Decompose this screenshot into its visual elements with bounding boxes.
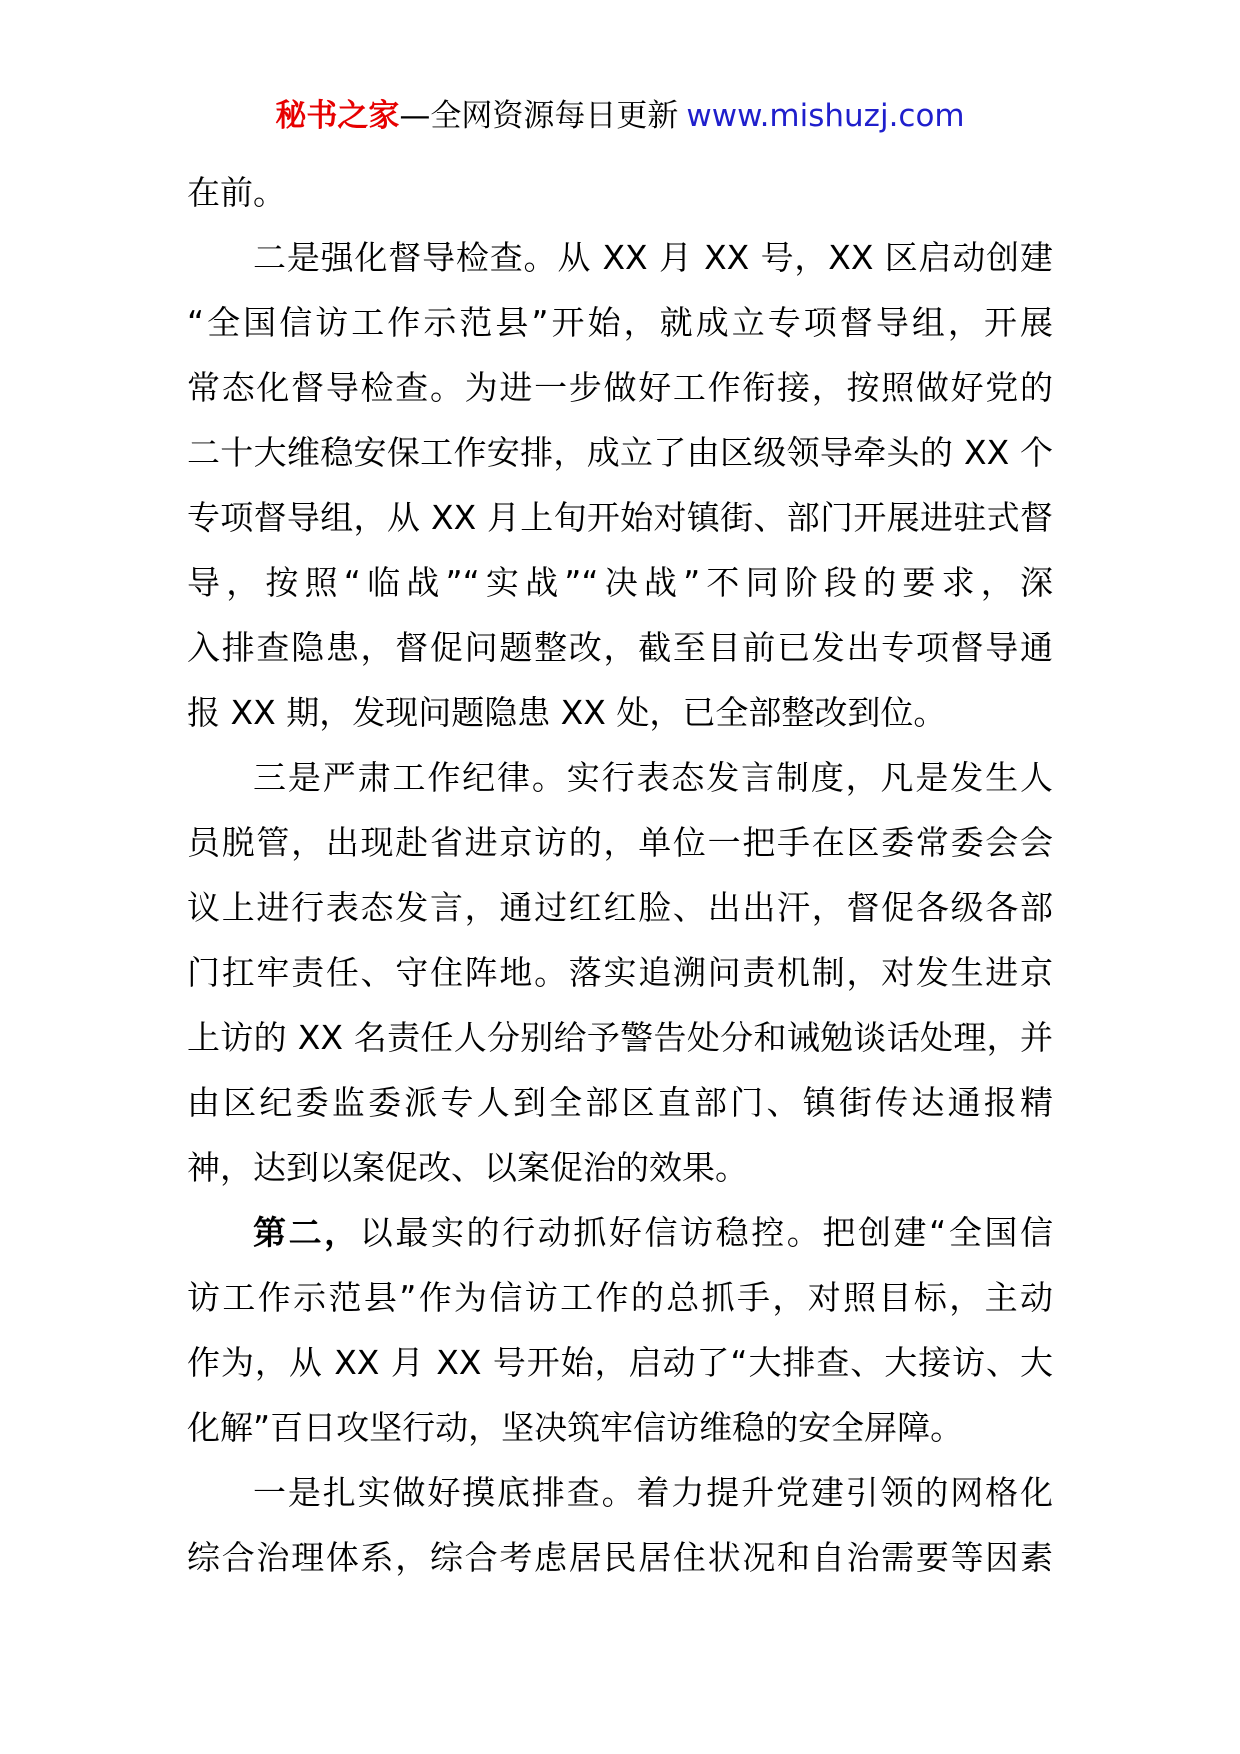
paragraph-start-line: 三是严肃工作纪律。实行表态发言制度，凡是发生人 xyxy=(253,758,1053,797)
text-line: 入排查隐患，督促问题整改，截至目前已发出专项督导通 xyxy=(187,628,1053,667)
text-line: 导，按照“临战”“实战”“决战”不同阶段的要求，深 xyxy=(187,563,1053,602)
text-line: “全国信访工作示范县”开始，就成立专项督导组，开展 xyxy=(187,303,1053,342)
section-lead: 第二， xyxy=(253,1213,360,1252)
text-line: 在前。 xyxy=(187,173,286,212)
page-header xyxy=(0,96,1240,136)
text-line: 上访的 XX 名责任人分别给予警告处分和诫勉谈话处理，并 xyxy=(187,1018,1053,1057)
text-line: 常态化督导检查。为进一步做好工作衔接，按照做好党的 xyxy=(187,368,1053,407)
paragraph-start-line: 一是扎实做好摸底排查。着力提升党建引领的网格化 xyxy=(253,1473,1053,1512)
paragraph-start-line: 二是强化督导检查。从 XX 月 XX 号，XX 区启动创建 xyxy=(253,238,1053,277)
text-line: 由区纪委监委派专人到全部区直部门、镇街传达通报精 xyxy=(187,1083,1053,1122)
text-line: 作为，从 XX 月 XX 号开始，启动了“大排查、大接访、大 xyxy=(187,1343,1053,1382)
text-line: 专项督导组，从 XX 月上旬开始对镇街、部门开展进驻式督 xyxy=(187,498,1053,537)
header-tagline: —全网资源每日更新 xyxy=(399,98,679,134)
site-url[interactable]: www.mishuzj.com xyxy=(686,98,965,134)
text-line: 化解”百日攻坚行动，坚决筑牢信访维稳的安全屏障。 xyxy=(187,1408,964,1447)
text-line: 神，达到以案促改、以案促治的效果。 xyxy=(187,1148,748,1187)
text-line: 访工作示范县”作为信访工作的总抓手，对照目标，主动 xyxy=(187,1278,1053,1317)
section-heading-line xyxy=(187,1200,1053,1265)
text-line: 综合治理体系，综合考虑居民居住状况和自治需要等因素 xyxy=(187,1538,1053,1577)
brand-name: 秘书之家 xyxy=(275,98,400,134)
text-line: 员脱管，出现赴省进京访的，单位一把手在区委常委会会 xyxy=(187,823,1053,862)
text-line: 二十大维稳安保工作安排，成立了由区级领导牵头的 XX 个 xyxy=(187,433,1053,472)
text-line: 报 XX 期，发现问题隐患 XX 处，已全部整改到位。 xyxy=(187,693,947,732)
text-line: 门扛牢责任、守住阵地。落实追溯问责机制，对发生进京 xyxy=(187,953,1053,992)
document-body xyxy=(187,160,1053,1590)
text-line: 议上进行表态发言，通过红红脸、出出汗，督促各级各部 xyxy=(187,888,1053,927)
section-heading-text: 以最实的行动抓好信访稳控。把创建“全国信 xyxy=(359,1213,1053,1252)
